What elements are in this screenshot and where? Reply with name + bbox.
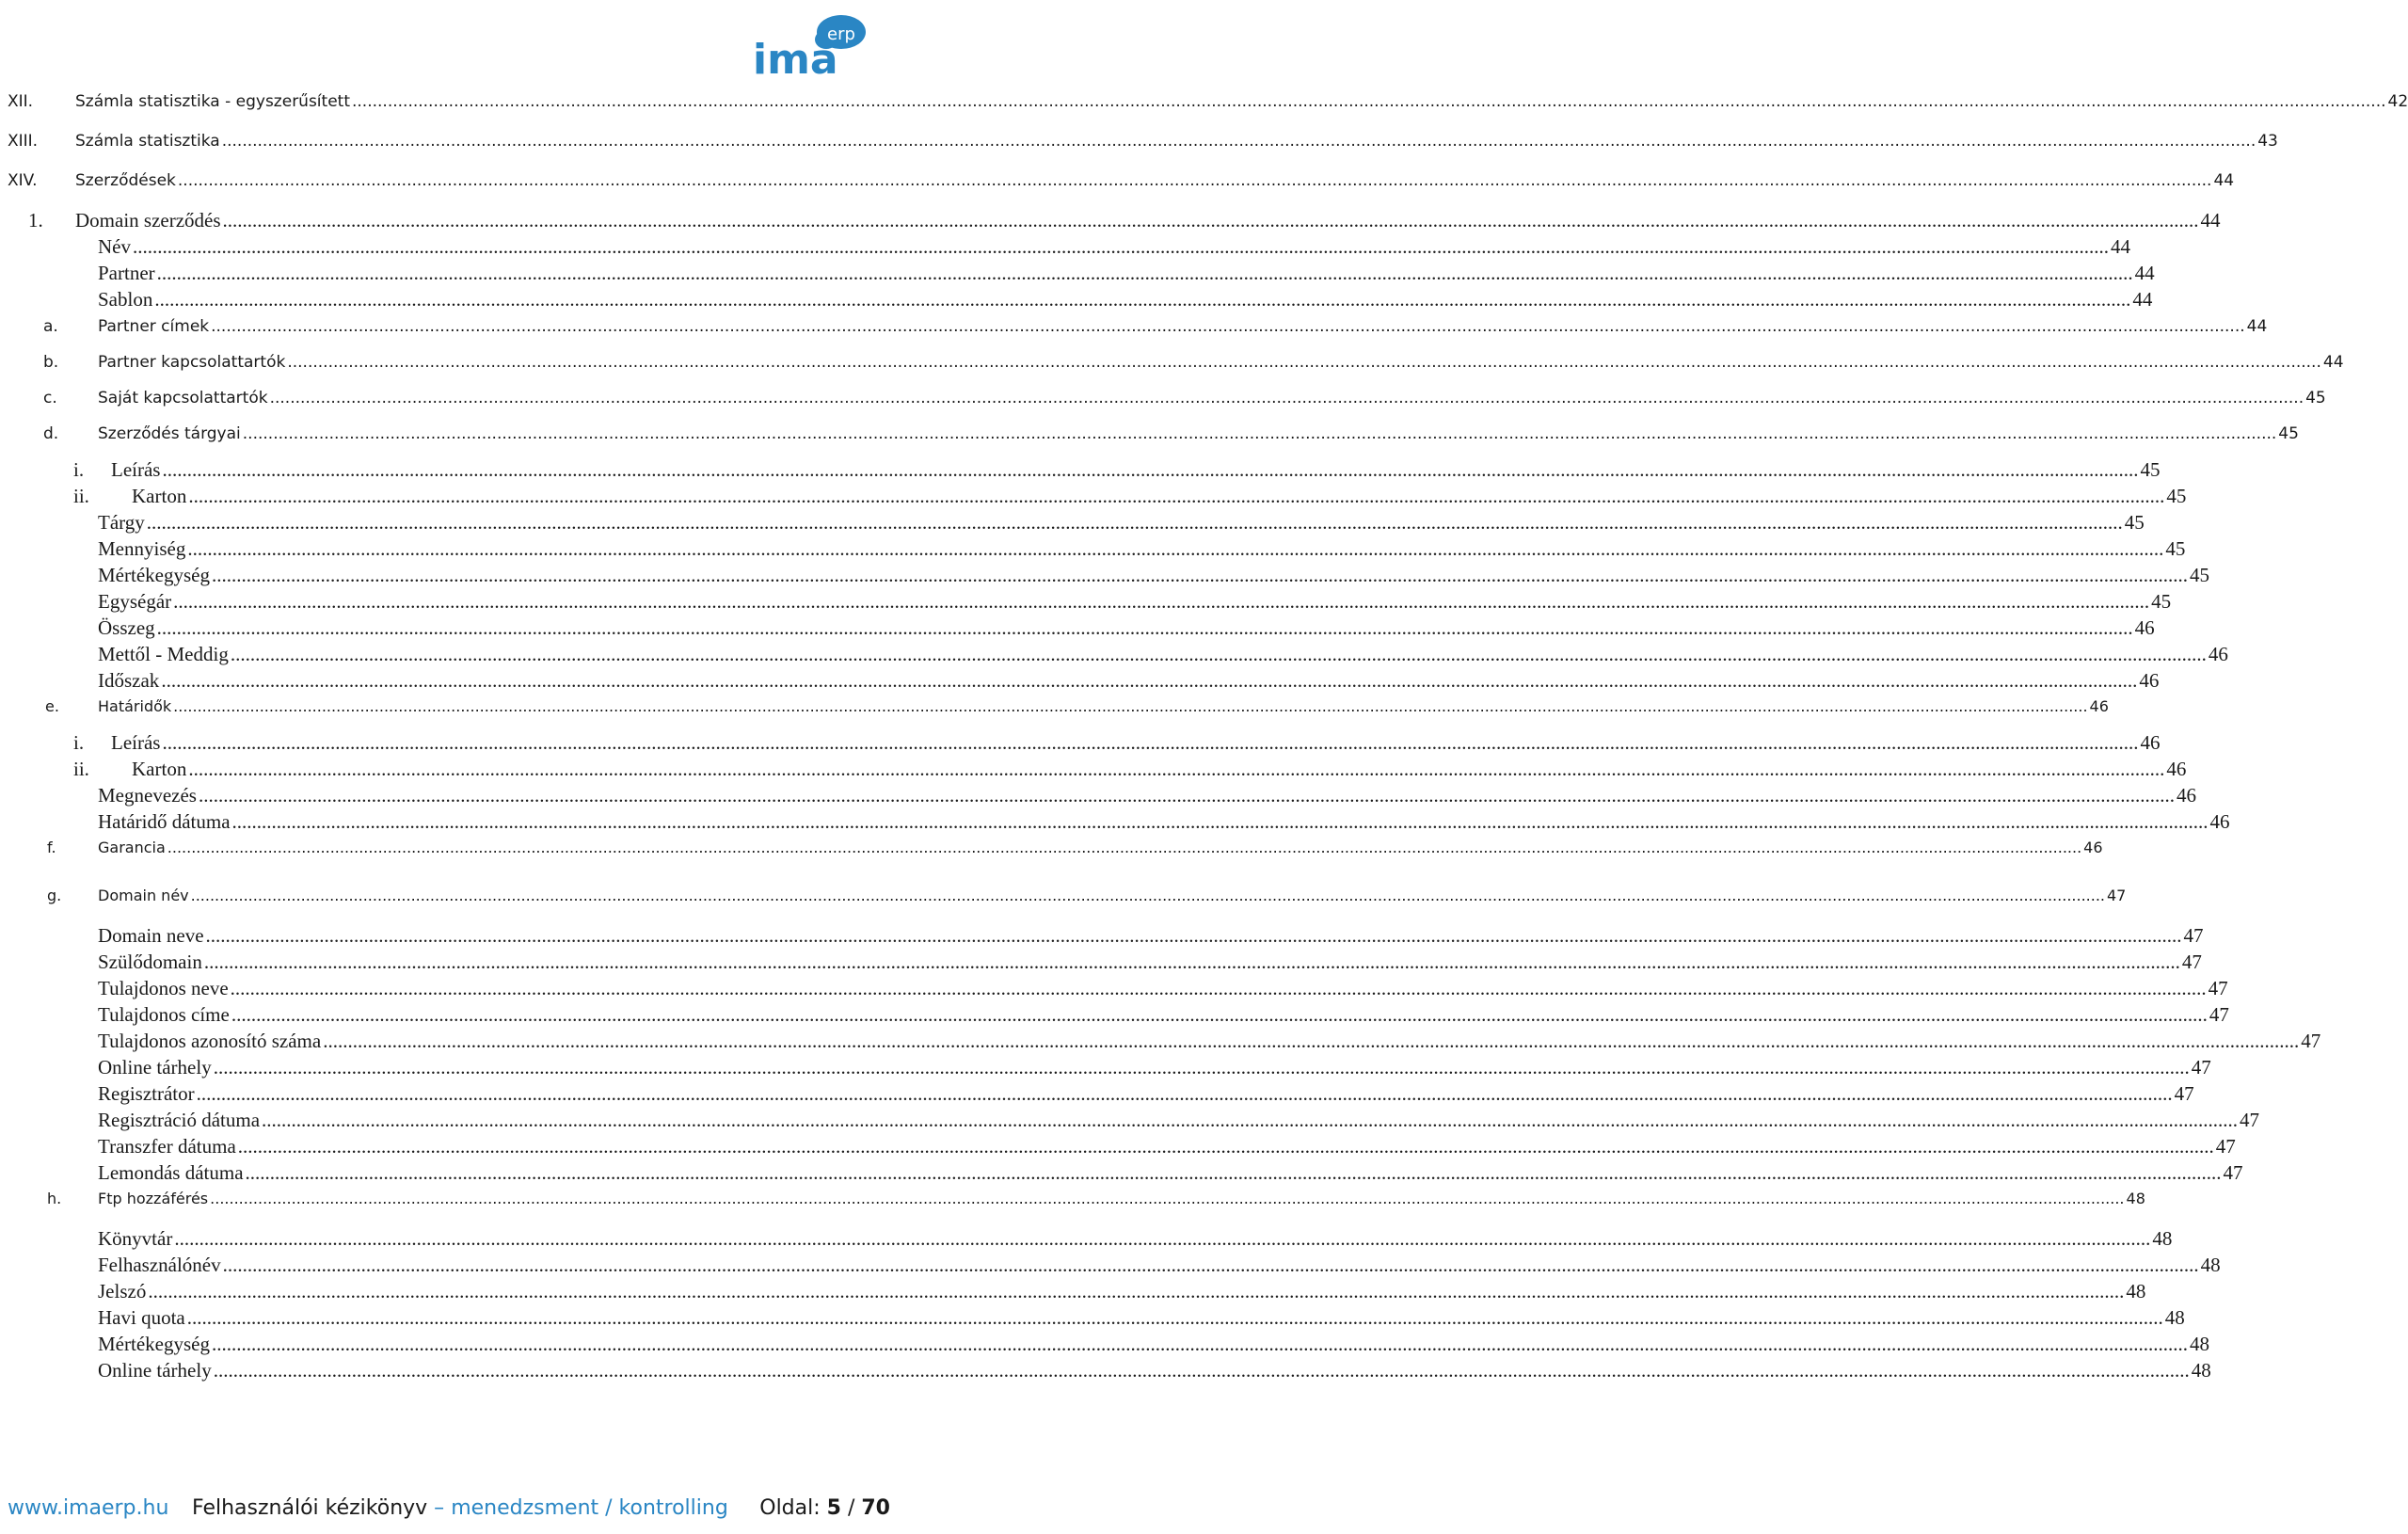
- toc-leader-dots: ................................................................................................................................................................................................................................................................................................................................................................................................................: [162, 731, 2139, 754]
- toc-leader-dots: ................................................................................................................................................................................................................................................................................................................................................................................................................: [187, 537, 2164, 560]
- toc-entry-title: Domain név: [98, 887, 189, 904]
- toc-entry-page: 48: [2126, 1190, 2145, 1207]
- toc-entry-title: Online tárhely: [98, 1056, 212, 1079]
- toc-entry-page: 45: [2165, 537, 2186, 560]
- toc-entry-page: 43: [2257, 132, 2278, 151]
- toc-entry[interactable]: [0, 839, 2103, 865]
- toc-entry-title: Karton: [132, 758, 187, 780]
- toc-entry[interactable]: [0, 1190, 2145, 1216]
- toc-entry-page: 47: [2107, 887, 2127, 904]
- toc-entry-number: a.: [43, 317, 58, 336]
- toc-entry[interactable]: [0, 171, 2235, 198]
- toc-leader-dots: ................................................................................................................................................................................................................................................................................................................................................................................................................: [222, 1254, 2199, 1276]
- toc-entry-page: 47: [2181, 951, 2202, 973]
- toc-entry-title: Név: [98, 235, 131, 258]
- toc-entry-page: 47: [2223, 1161, 2243, 1184]
- toc-leader-dots: ................................................................................................................................................................................................................................................................................................................................................................................................................: [262, 1109, 2239, 1131]
- toc-entry-page: 47: [2301, 1030, 2321, 1052]
- toc-entry-page: 44: [2132, 288, 2153, 311]
- toc-entry-page: 44: [2111, 235, 2130, 258]
- toc-entry-title: Domain szerződés: [75, 209, 221, 232]
- toc-entry-page: 46: [2166, 758, 2187, 780]
- toc-entry-page: 46: [2208, 643, 2228, 665]
- toc-entry[interactable]: [0, 1109, 2260, 1135]
- toc-entry-title: Megnevezés: [98, 784, 197, 807]
- toc-leader-dots: ................................................................................................................................................................................................................................................................................................................................................................................................................: [231, 810, 2209, 833]
- toc-entry[interactable]: [0, 1306, 2185, 1333]
- toc-entry-title: Mértékegység: [98, 564, 210, 586]
- toc-leader-dots: ................................................................................................................................................................................................................................................................................................................................................................................................................: [156, 616, 2133, 639]
- toc-entry-title: Tulajdonos címe: [98, 1003, 230, 1026]
- toc-entry-title: Egységár: [98, 590, 172, 613]
- toc-entry-title: Leírás: [111, 458, 161, 481]
- toc-entry-title: Határidők: [98, 697, 172, 715]
- footer-page-number: [759, 1496, 890, 1520]
- toc-entry[interactable]: [0, 353, 2344, 379]
- toc-leader-dots: ................................................................................................................................................................................................................................................................................................................................................................................................................: [148, 1280, 2125, 1302]
- footer-page-sep: /: [840, 1496, 862, 1520]
- toc-entry-title: Könyvtár: [98, 1227, 173, 1250]
- toc-entry-title: Havi quota: [98, 1306, 185, 1329]
- toc-entry-page: 46: [2083, 839, 2103, 856]
- toc-entry-title: Garancia: [98, 839, 166, 856]
- footer-subtitle: menedzsment / kontrolling: [451, 1496, 728, 1520]
- toc-entry-page: 47: [2208, 977, 2228, 999]
- toc-entry[interactable]: [0, 810, 2230, 837]
- toc-leader-dots: ................................................................................................................................................................................................................................................................................................................................................................................................................: [352, 92, 2386, 111]
- toc-leader-dots: ................................................................................................................................................................................................................................................................................................................................................................................................................: [230, 977, 2207, 999]
- toc-entry[interactable]: [0, 643, 2228, 669]
- toc-entry[interactable]: [0, 977, 2228, 1003]
- toc-entry-number: h.: [47, 1190, 62, 1207]
- toc-entry-number: b.: [43, 353, 59, 372]
- toc-entry-page: 45: [2166, 485, 2187, 507]
- toc-entry-number: XIV.: [8, 171, 38, 190]
- toc-entry[interactable]: [0, 1135, 2236, 1161]
- toc-entry-title: Regisztráció dátuma: [98, 1109, 261, 1131]
- toc-entry[interactable]: [0, 784, 2196, 810]
- toc-entry-page: 46: [2209, 810, 2230, 833]
- toc-entry-number: 1.: [28, 209, 43, 232]
- toc-entry-number: ii.: [73, 758, 89, 780]
- toc-entry[interactable]: [0, 537, 2186, 564]
- toc-leader-dots: ................................................................................................................................................................................................................................................................................................................................................................................................................: [188, 485, 2165, 507]
- toc-leader-dots: ................................................................................................................................................................................................................................................................................................................................................................................................................: [146, 511, 2123, 534]
- toc-entry[interactable]: [0, 1161, 2243, 1188]
- toc-leader-dots: ................................................................................................................................................................................................................................................................................................................................................................................................................: [190, 887, 2105, 904]
- toc-entry-page: 48: [2189, 1333, 2209, 1355]
- toc-leader-dots: ................................................................................................................................................................................................................................................................................................................................................................................................................: [203, 951, 2180, 973]
- toc-entry-number: XII.: [8, 92, 34, 111]
- toc-entry[interactable]: [0, 1254, 2221, 1280]
- toc-entry-page: 47: [2215, 1135, 2236, 1158]
- toc-leader-dots: ................................................................................................................................................................................................................................................................................................................................................................................................................: [186, 1306, 2163, 1329]
- footer-page-total: 70: [861, 1496, 890, 1520]
- toc-entry[interactable]: [0, 209, 2221, 235]
- toc-entry[interactable]: [0, 669, 2160, 695]
- toc-entry-page: 47: [2209, 1003, 2229, 1026]
- toc-entry[interactable]: [0, 697, 2109, 724]
- toc-entry-title: Mettől - Meddig: [98, 643, 229, 665]
- toc-entry-number: ii.: [73, 485, 89, 507]
- toc-entry-title: Számla statisztika - egyszerűsített: [75, 92, 350, 111]
- toc-entry[interactable]: [0, 1333, 2209, 1359]
- toc-entry-page: 45: [2278, 424, 2299, 443]
- toc-entry-title: Tárgy: [98, 511, 145, 534]
- toc-entry-title: Partner kapcsolattartók: [98, 353, 286, 372]
- toc-entry-title: Szerződés tárgyai: [98, 424, 241, 443]
- toc-entry-title: Transzfer dátuma: [98, 1135, 236, 1158]
- toc-leader-dots: ................................................................................................................................................................................................................................................................................................................................................................................................................: [161, 669, 2138, 692]
- toc-entry-page: 45: [2140, 458, 2161, 481]
- toc-entry-page: 44: [2200, 209, 2221, 232]
- toc-leader-dots: ................................................................................................................................................................................................................................................................................................................................................................................................................: [173, 697, 2088, 715]
- toc-entry-title: Domain neve: [98, 924, 204, 947]
- toc-entry-page: 48: [2126, 1280, 2146, 1302]
- toc-leader-dots: ................................................................................................................................................................................................................................................................................................................................................................................................................: [188, 758, 2165, 780]
- toc-entry-number: c.: [43, 389, 57, 407]
- toc-entry-title: Tulajdonos neve: [98, 977, 229, 999]
- toc-entry[interactable]: [0, 887, 2127, 913]
- toc-entry-title: Partner: [98, 262, 155, 284]
- toc-leader-dots: ................................................................................................................................................................................................................................................................................................................................................................................................................: [154, 288, 2131, 311]
- toc-entry-page: 47: [2191, 1056, 2211, 1079]
- toc-entry-page: 47: [2240, 1109, 2260, 1131]
- toc-leader-dots: ................................................................................................................................................................................................................................................................................................................................................................................................................: [211, 564, 2188, 586]
- toc-leader-dots: ................................................................................................................................................................................................................................................................................................................................................................................................................: [174, 1227, 2151, 1250]
- toc-entry-title: Mennyiség: [98, 537, 186, 560]
- footer-manual-title: [192, 1496, 728, 1520]
- toc-entry[interactable]: [0, 389, 2326, 415]
- toc-entry-page: 46: [2139, 669, 2160, 692]
- toc-entry[interactable]: [0, 1082, 2194, 1109]
- toc-entry-title: Ftp hozzáférés: [98, 1190, 209, 1207]
- toc-entry-title: Sablon: [98, 288, 153, 311]
- toc-leader-dots: ................................................................................................................................................................................................................................................................................................................................................................................................................: [222, 209, 2199, 232]
- toc-entry[interactable]: [0, 511, 2145, 537]
- toc-entry-page: 48: [2164, 1306, 2185, 1329]
- toc-entry-number: g.: [47, 887, 62, 904]
- toc-entry-title: Lemondás dátuma: [98, 1161, 244, 1184]
- toc-entry-title: Leírás: [111, 731, 161, 754]
- toc-entry[interactable]: [0, 92, 2408, 119]
- toc-entry[interactable]: [0, 1003, 2229, 1030]
- toc-entry-page: 47: [2183, 924, 2204, 947]
- toc-leader-dots: ................................................................................................................................................................................................................................................................................................................................................................................................................: [221, 132, 2257, 151]
- toc-entry-page: 48: [2200, 1254, 2221, 1276]
- toc-entry[interactable]: [0, 1280, 2146, 1306]
- toc-entry[interactable]: [0, 1227, 2173, 1254]
- toc-entry-title: Időszak: [98, 669, 160, 692]
- toc-leader-dots: ................................................................................................................................................................................................................................................................................................................................................................................................................: [211, 1333, 2188, 1355]
- toc-entry-title: Határidő dátuma: [98, 810, 231, 833]
- toc-entry[interactable]: [0, 924, 2204, 951]
- toc-entry-title: Összeg: [98, 616, 155, 639]
- toc-leader-dots: ................................................................................................................................................................................................................................................................................................................................................................................................................: [210, 1190, 2125, 1207]
- toc-entry-title: Tulajdonos azonosító száma: [98, 1030, 322, 1052]
- toc-entry[interactable]: [0, 317, 2268, 344]
- footer-page-current: 5: [826, 1496, 841, 1520]
- toc-entry-title: Jelszó: [98, 1280, 147, 1302]
- toc-leader-dots: ................................................................................................................................................................................................................................................................................................................................................................................................................: [245, 1161, 2222, 1184]
- toc-entry-title: Szülődomain: [98, 951, 202, 973]
- toc-entry[interactable]: [0, 132, 2278, 158]
- toc-leader-dots: ................................................................................................................................................................................................................................................................................................................................................................................................................: [211, 317, 2245, 336]
- toc-entry-page: 46: [2140, 731, 2161, 754]
- footer-page-label: Oldal:: [759, 1496, 827, 1520]
- toc-entry-page: 46: [2134, 616, 2155, 639]
- toc-entry-page: 44: [2246, 317, 2268, 336]
- footer-dash: –: [427, 1496, 452, 1520]
- page-footer: [0, 1494, 903, 1528]
- toc-entry-page: 46: [2176, 784, 2196, 807]
- toc-leader-dots: ................................................................................................................................................................................................................................................................................................................................................................................................................: [205, 924, 2182, 947]
- toc-entry[interactable]: [0, 235, 2130, 262]
- toc-entry-page: 47: [2174, 1082, 2194, 1105]
- toc-entry[interactable]: [0, 564, 2209, 590]
- toc-entry[interactable]: [0, 590, 2172, 616]
- logo-badge: erp: [827, 24, 855, 44]
- toc-leader-dots: ................................................................................................................................................................................................................................................................................................................................................................................................................: [242, 424, 2277, 443]
- toc-entry-page: 45: [2305, 389, 2326, 407]
- toc-entry-page: 44: [2134, 262, 2155, 284]
- toc-leader-dots: ................................................................................................................................................................................................................................................................................................................................................................................................................: [156, 262, 2133, 284]
- toc-entry[interactable]: [0, 758, 2187, 784]
- toc-entry-page: 48: [2191, 1359, 2211, 1382]
- toc-entry[interactable]: [0, 485, 2187, 511]
- toc-entry-page: 42: [2387, 92, 2408, 111]
- toc-entry[interactable]: [0, 951, 2202, 977]
- toc-leader-dots: ................................................................................................................................................................................................................................................................................................................................................................................................................: [173, 590, 2150, 613]
- toc-entry-title: Szerződések: [75, 171, 176, 190]
- toc-entry-title: Partner címek: [98, 317, 210, 336]
- toc-entry-page: 48: [2152, 1227, 2173, 1250]
- toc-entry-title: Mértékegység: [98, 1333, 210, 1355]
- toc-leader-dots: ................................................................................................................................................................................................................................................................................................................................................................................................................: [198, 784, 2175, 807]
- footer-manual: Felhasználói kézikönyv: [192, 1496, 428, 1520]
- toc-entry[interactable]: [0, 1056, 2211, 1082]
- toc-entry-page: 45: [2151, 590, 2172, 613]
- toc-entry-page: 44: [2322, 353, 2344, 372]
- toc-entry[interactable]: [0, 1030, 2321, 1056]
- toc-leader-dots: ................................................................................................................................................................................................................................................................................................................................................................................................................: [237, 1135, 2214, 1158]
- footer-url[interactable]: www.imaerp.hu: [8, 1496, 169, 1520]
- toc-leader-dots: ................................................................................................................................................................................................................................................................................................................................................................................................................: [167, 839, 2082, 856]
- toc-entry-number: i.: [73, 458, 85, 481]
- toc-leader-dots: ................................................................................................................................................................................................................................................................................................................................................................................................................: [287, 353, 2321, 372]
- toc-entry[interactable]: [0, 262, 2155, 288]
- toc-entry-page: 45: [2124, 511, 2145, 534]
- toc-leader-dots: ................................................................................................................................................................................................................................................................................................................................................................................................................: [230, 643, 2207, 665]
- toc-entry-number: XIII.: [8, 132, 39, 151]
- toc-entry[interactable]: [0, 616, 2155, 643]
- toc-entry-number: d.: [43, 424, 59, 443]
- toc-entry-page: 44: [2213, 171, 2235, 190]
- toc-entry-title: Online tárhely: [98, 1359, 212, 1382]
- toc-entry[interactable]: [0, 1359, 2211, 1385]
- toc-entry-page: 45: [2189, 564, 2209, 586]
- toc-leader-dots: ................................................................................................................................................................................................................................................................................................................................................................................................................: [213, 1056, 2190, 1079]
- toc-leader-dots: ................................................................................................................................................................................................................................................................................................................................................................................................................: [177, 171, 2212, 190]
- toc-leader-dots: ................................................................................................................................................................................................................................................................................................................................................................................................................: [231, 1003, 2208, 1026]
- logo-brand: ima: [753, 36, 838, 84]
- toc-entry[interactable]: [0, 731, 2161, 758]
- toc-leader-dots: ................................................................................................................................................................................................................................................................................................................................................................................................................: [196, 1082, 2173, 1105]
- toc-leader-dots: ................................................................................................................................................................................................................................................................................................................................................................................................................: [323, 1030, 2300, 1052]
- toc-entry[interactable]: [0, 458, 2161, 485]
- toc-leader-dots: ................................................................................................................................................................................................................................................................................................................................................................................................................: [269, 389, 2304, 407]
- toc-entry[interactable]: [0, 424, 2299, 451]
- toc-entry-number: i.: [73, 731, 85, 754]
- toc-entry-page: 46: [2089, 697, 2109, 715]
- toc-leader-dots: ................................................................................................................................................................................................................................................................................................................................................................................................................: [162, 458, 2139, 481]
- toc-entry-title: Regisztrátor: [98, 1082, 195, 1105]
- toc-entry-number: f.: [47, 839, 56, 856]
- toc-leader-dots: ................................................................................................................................................................................................................................................................................................................................................................................................................: [213, 1359, 2190, 1382]
- toc-entry-title: Számla statisztika: [75, 132, 220, 151]
- toc-entry-title: Karton: [132, 485, 187, 507]
- toc-entry-number: e.: [45, 697, 59, 715]
- toc-entry-title: Saját kapcsolattartók: [98, 389, 268, 407]
- toc-leader-dots: ................................................................................................................................................................................................................................................................................................................................................................................................................: [133, 235, 2109, 258]
- toc-entry-title: Felhasználónév: [98, 1254, 221, 1276]
- toc-entry[interactable]: [0, 288, 2153, 314]
